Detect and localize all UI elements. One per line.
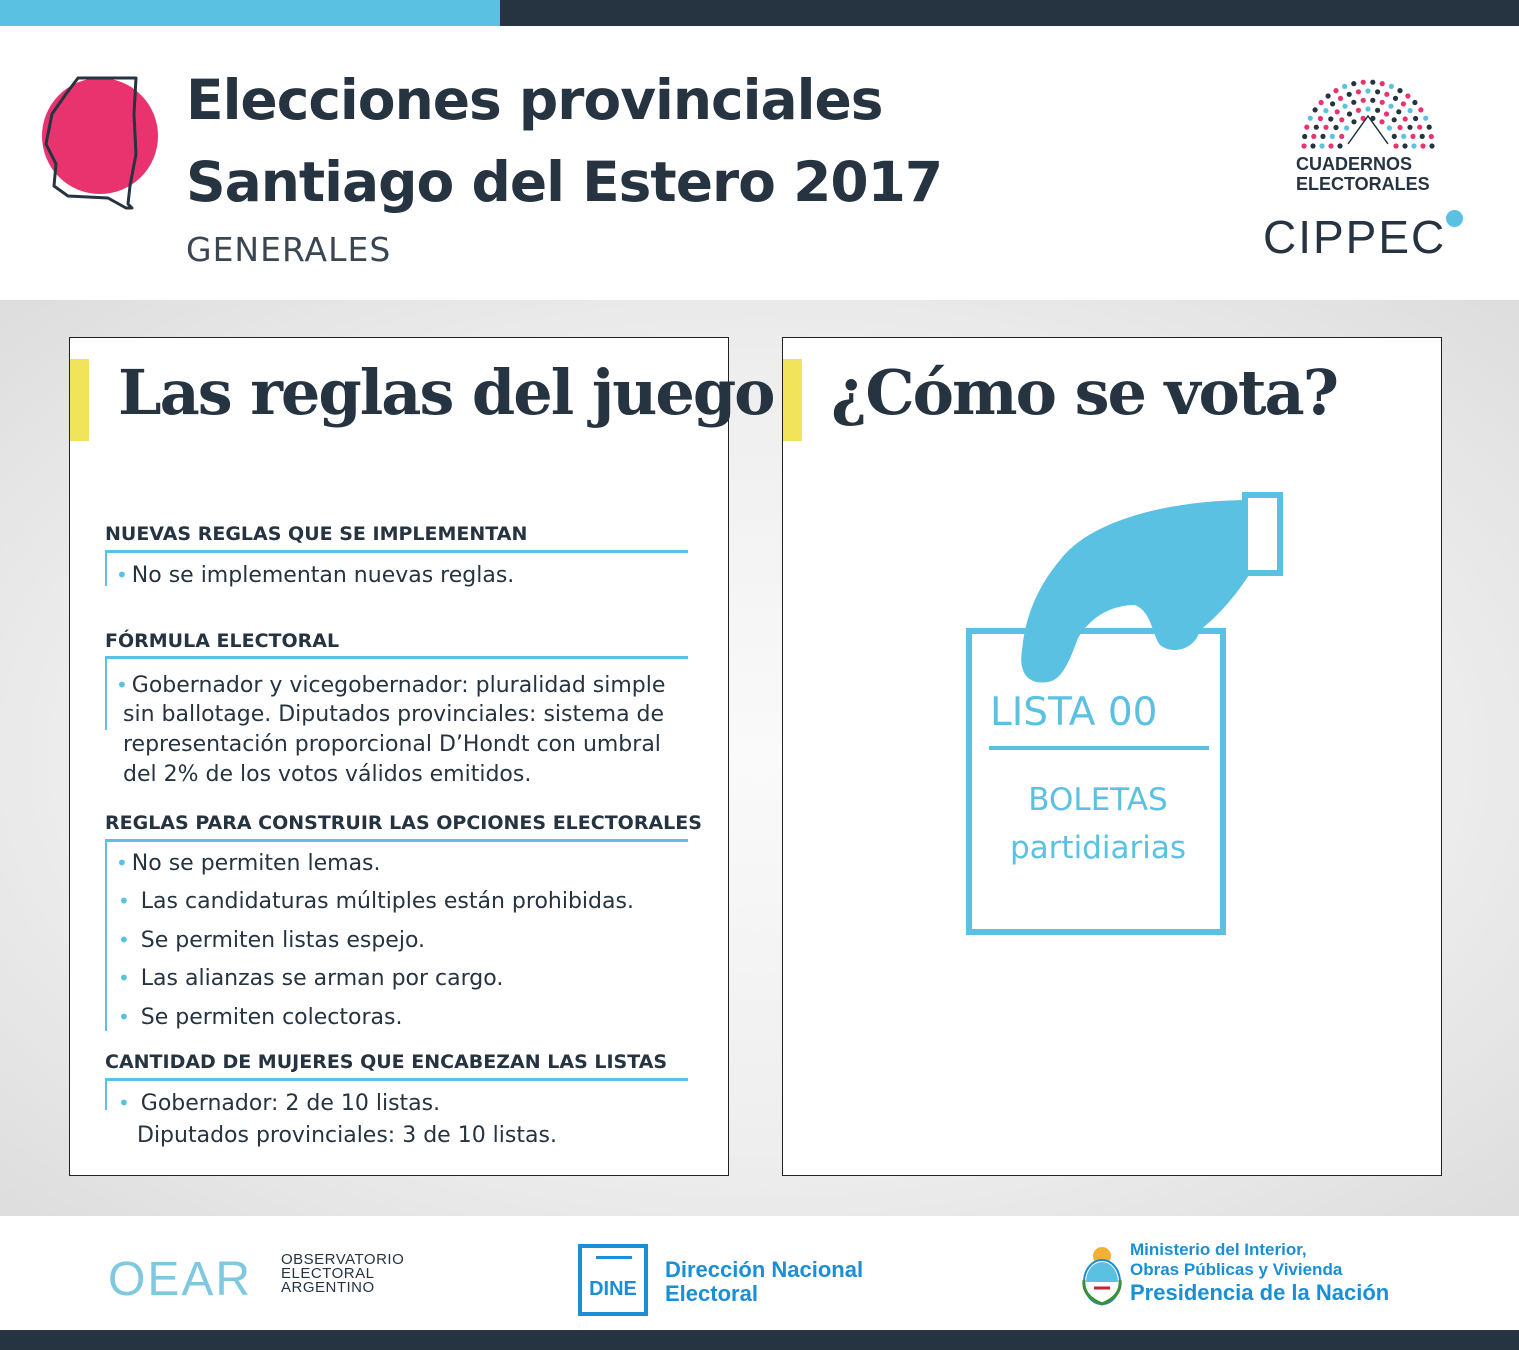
oear-logo: OEAR — [108, 1253, 253, 1306]
hemicycle-seat-dot — [1320, 134, 1325, 139]
main-content — [0, 300, 1519, 1216]
ballot-divider — [989, 746, 1209, 750]
reglas-panel — [69, 337, 774, 1176]
hemicycle-seat-dot — [1337, 143, 1342, 148]
list-item: • Gobernador y vicegobernador: pluralidad simple — [116, 673, 666, 698]
hemicycle-seat-dot — [1311, 134, 1316, 139]
como-se-vota-title: ¿Cómo se vota? — [831, 356, 1338, 429]
page-title-line2: Santiago del Estero 2017 — [186, 150, 943, 214]
hemicycle-seat-dot — [1384, 111, 1389, 116]
hemicycle-seat-dot — [1347, 111, 1352, 116]
bullet-icon: • — [116, 563, 128, 587]
hemicycle-seat-dot — [1407, 125, 1412, 130]
bullet-icon: • — [118, 966, 130, 990]
hemicycle-seat-dot — [1323, 125, 1328, 130]
hemicycle-seat-dot — [1328, 116, 1333, 121]
list-item-continuation: sin ballotage. Diputados provinciales: sistema de — [123, 702, 665, 727]
list-item: • Se permiten listas espejo. — [118, 928, 426, 953]
hemicycle-seat-dot — [1339, 117, 1344, 122]
hemicycle-seat-dot — [1330, 134, 1335, 139]
bullet-icon: • — [116, 673, 128, 697]
cippec-text: CIPPEC — [1263, 211, 1447, 263]
province-map-icon — [38, 74, 162, 240]
hemicycle-seat-dot — [1344, 125, 1349, 130]
section-rule-vertical — [105, 550, 107, 586]
hemicycle-seat-dot — [1318, 116, 1323, 121]
hemicycle-seat-dot — [1396, 109, 1401, 114]
bullet-icon: • — [118, 889, 130, 913]
hemicycle-seat-dot — [1403, 116, 1408, 121]
hemicycle-seat-dot — [1347, 92, 1352, 97]
hemicycle-seat-dot — [1356, 108, 1361, 113]
hemicycle-seat-dot — [1397, 88, 1402, 93]
hemicycle-seat-dot — [1411, 143, 1416, 148]
hemicycle-seat-dot — [1393, 143, 1398, 148]
hemicycle-seat-dot — [1342, 104, 1347, 109]
ministerio-logo-text: Ministerio del Interior, Obras Públicas y Vivienda Presidencia de la Nación — [1130, 1240, 1390, 1305]
hemicycle-seat-dot — [1314, 125, 1319, 130]
ballot-text-line1: BOLETAS — [1028, 782, 1168, 818]
hemicycle-seat-dot — [1388, 104, 1393, 109]
hemicycle-seat-dot — [1361, 98, 1366, 103]
dine-name: Dirección Nacional Electoral — [665, 1257, 864, 1306]
hemicycle-seat-dot — [1393, 96, 1398, 101]
hemicycle-seat-dot — [1389, 84, 1394, 89]
hemicycle-seat-dot — [1356, 89, 1361, 94]
section-rule-vertical — [105, 839, 107, 1031]
hemicycle-seat-dot — [1417, 125, 1422, 130]
section-heading: FÓRMULA ELECTORAL — [105, 630, 340, 652]
hemicycle-seat-dot — [1412, 100, 1417, 105]
section-rule — [105, 656, 688, 659]
hemicycle-seat-dot — [1313, 107, 1318, 112]
top-bar-dark — [500, 0, 1519, 26]
hemicycle-seat-dot — [1351, 119, 1356, 124]
top-bar-blue — [0, 0, 500, 26]
hemicycle-seat-dot — [1429, 143, 1434, 148]
section-heading: NUEVAS REGLAS QUE SE IMPLEMENTAN — [105, 523, 528, 545]
hemicycle-seat-dot — [1375, 89, 1380, 94]
dine-logo-bar — [596, 1256, 632, 1259]
section-rule — [105, 550, 688, 553]
bullet-icon: • — [116, 851, 128, 875]
bottom-color-bar — [0, 1330, 1519, 1350]
hemicycle-seat-dot — [1420, 134, 1425, 139]
cuadernos-label-2: ELECTORALES — [1296, 174, 1430, 194]
hemicycle-seat-dot — [1361, 80, 1366, 85]
cuadernos-label-1: CUADERNOS — [1296, 154, 1413, 174]
hemicycle-seat-dot — [1392, 117, 1397, 122]
list-item-continuation: representación proporcional D’Hondt con umbral — [123, 732, 661, 757]
hemicycle-seat-dot — [1330, 101, 1335, 106]
hemicycle-seat-dot — [1401, 134, 1406, 139]
hemicycle-seat-dot — [1408, 108, 1413, 113]
hemicycle-seat-dot — [1401, 101, 1406, 106]
hemicycle-seat-dot — [1379, 119, 1384, 124]
hemicycle-seat-dot — [1384, 92, 1389, 97]
hemicycle-seat-dot — [1301, 143, 1306, 148]
hemicycle-seat-dot — [1365, 88, 1370, 93]
section-heading: REGLAS PARA CONSTRUIR LAS OPCIONES ELECTORALES — [105, 812, 702, 834]
list-item: • No se implementan nuevas reglas. — [116, 563, 515, 588]
hemicycle-seat-dot — [1335, 109, 1340, 114]
hemicycle-seat-dot — [1375, 108, 1380, 113]
hemicycle-seat-dot — [1429, 134, 1434, 139]
hemicycle-seat-dot — [1420, 143, 1425, 148]
bullet-icon: • — [118, 928, 130, 952]
hemicycle-seat-dot — [1319, 100, 1324, 105]
oear-subtitle: OBSERVATORIO ELECTORAL ARGENTINO — [281, 1251, 405, 1296]
hemicycle-icon — [1290, 74, 1440, 150]
hemicycle-seat-dot — [1418, 107, 1423, 112]
ballot-list-label: LISTA 00 — [990, 690, 1158, 735]
hemicycle-seat-dot — [1351, 81, 1356, 86]
ballot-text-line2: partidiarias — [1010, 830, 1186, 866]
list-item: • Las alianzas se arman por cargo. — [118, 966, 504, 991]
hemicycle-seat-dot — [1370, 98, 1375, 103]
list-item: • Las candidaturas múltiples están prohibidas. — [118, 889, 634, 914]
hemicycle-seat-dot — [1413, 116, 1418, 121]
section-rule-vertical — [105, 656, 107, 730]
hemicycle-seat-dot — [1410, 134, 1415, 139]
hemicycle-seat-dot — [1339, 134, 1344, 139]
hemicycle-seat-dot — [1326, 93, 1331, 98]
hemicycle-seat-dot — [1397, 125, 1402, 130]
hemicycle-seat-dot — [1302, 134, 1307, 139]
page-title-line1: Elecciones provinciales — [186, 68, 883, 132]
section-rule-vertical — [105, 1078, 107, 1110]
hemicycle-seat-dot — [1310, 143, 1315, 148]
hemicycle-seat-dot — [1333, 125, 1338, 130]
hemicycle-seat-dot — [1319, 143, 1324, 148]
list-item: • Gobernador: 2 de 10 listas. — [118, 1091, 441, 1116]
bullet-icon: • — [118, 1091, 130, 1115]
hemicycle-seat-dot — [1405, 93, 1410, 98]
cuadernos-electorales-logo — [1290, 74, 1450, 194]
list-item-continuation: Diputados provinciales: 3 de 10 listas. — [137, 1123, 557, 1148]
cippec-dot-icon — [1446, 210, 1463, 227]
dine-logo — [578, 1244, 648, 1316]
list-item: • Se permiten colectoras. — [118, 1005, 403, 1030]
page-subtitle: GENERALES — [186, 230, 392, 269]
hemicycle-seat-dot — [1427, 125, 1432, 130]
hemicycle-seat-dot — [1380, 100, 1385, 105]
dine-logo-text: DINE — [589, 1278, 637, 1300]
reglas-title: Las reglas del juego — [118, 356, 774, 429]
hemicycle-seat-dot — [1423, 116, 1428, 121]
hemicycle-seat-dot — [1380, 81, 1385, 86]
list-item-continuation: del 2% de los votos válidos emitidos. — [123, 762, 532, 787]
hemicycle-seat-dot — [1323, 108, 1328, 113]
hemicycle-seat-dot — [1304, 125, 1309, 130]
yellow-accent-bar — [783, 359, 802, 441]
bullet-icon: • — [118, 1005, 130, 1029]
hemicycle-seat-dot — [1370, 80, 1375, 85]
hemicycle-seat-dot — [1308, 116, 1313, 121]
hemicycle-seat-dot — [1387, 125, 1392, 130]
cippec-logo — [1263, 210, 1463, 264]
hemicycle-seat-dot — [1402, 143, 1407, 148]
hemicycle-seat-dot — [1333, 88, 1338, 93]
hemicycle-seat-dot — [1328, 143, 1333, 148]
footer — [0, 1216, 1519, 1330]
hemicycle-seat-dot — [1392, 134, 1397, 139]
section-rule — [105, 839, 688, 842]
hemicycle-seat-dot — [1365, 106, 1370, 111]
hemicycle-seat-dot — [1342, 84, 1347, 89]
hemicycle-seat-dot — [1338, 96, 1343, 101]
section-heading: CANTIDAD DE MUJERES QUE ENCABEZAN LAS LISTAS — [105, 1051, 668, 1073]
top-color-bar — [0, 0, 1519, 26]
header — [0, 26, 1519, 300]
hemicycle-seat-dot — [1351, 100, 1356, 105]
list-item: • No se permiten lemas. — [116, 851, 381, 876]
section-rule — [105, 1078, 688, 1081]
national-coat-of-arms-icon — [1080, 1244, 1124, 1306]
yellow-accent-bar — [70, 359, 89, 441]
